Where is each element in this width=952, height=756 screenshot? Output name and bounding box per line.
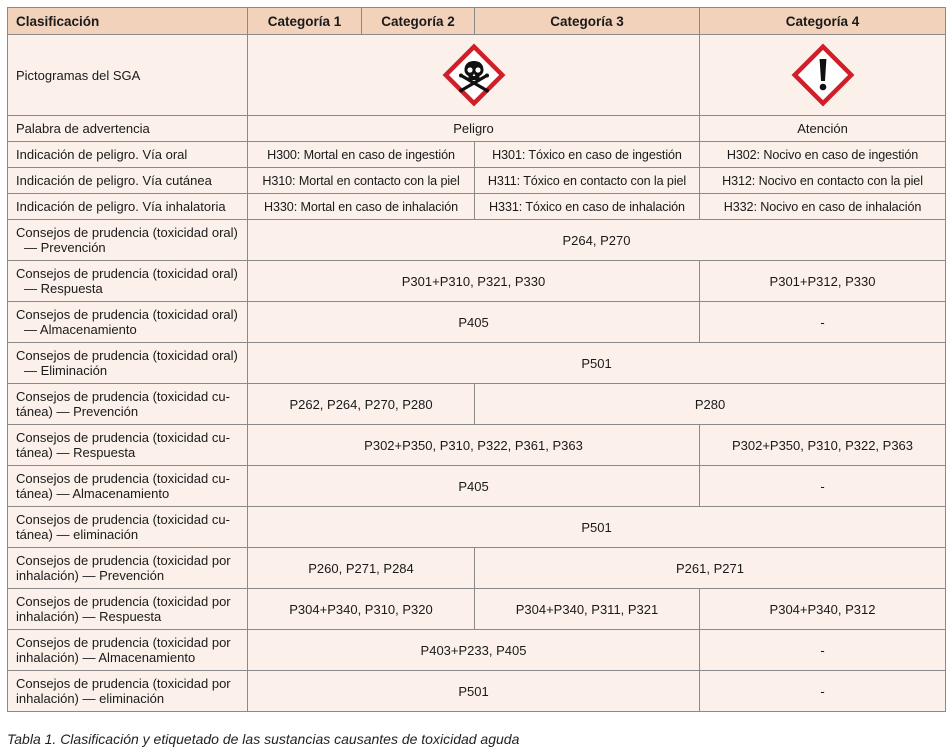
dermal-response-cat1-3: P302+P350, P310, P322, P361, P363 [248, 425, 700, 466]
oral-storage-cat4: - [700, 302, 946, 343]
row-label-line-2: inhalación) — Respuesta [16, 609, 162, 624]
row-label [8, 220, 248, 261]
row-label-line-1: Consejos de prudencia (toxicidad oral) [16, 225, 238, 240]
dermal-storage-cat4: - [700, 466, 946, 507]
pictograms-row [8, 35, 946, 116]
row-label [8, 507, 248, 548]
row-label-line-2: inhalación) — eliminación [16, 691, 165, 706]
row-label: Indicación de peligro. Vía cutánea [8, 168, 248, 194]
hazard-dermal-cat3: H311: Tóxico en contacto con la piel [475, 168, 700, 194]
row-label [8, 343, 248, 384]
dermal-prevention-cat3-4: P280 [475, 384, 946, 425]
inhalation-storage-row [8, 630, 946, 671]
row-label [8, 384, 248, 425]
hazard-oral-cat4: H302: Nocivo en caso de ingestión [700, 142, 946, 168]
dermal-response-cat4: P302+P350, P310, P322, P363 [700, 425, 946, 466]
exclamation-mark-icon [790, 42, 856, 108]
row-label-line-1: Consejos de prudencia (toxicidad oral) [16, 266, 238, 281]
inhalation-response-cat1-2: P304+P340, P310, P320 [248, 589, 475, 630]
inhalation-disposal-cat4: - [700, 671, 946, 712]
oral-disposal-row [8, 343, 946, 384]
row-label [8, 671, 248, 712]
row-label-line-2: tánea) — Almacenamiento [16, 486, 170, 501]
oral-response-cat4: P301+P312, P330 [700, 261, 946, 302]
dermal-prevention-cat1-2: P262, P264, P270, P280 [248, 384, 475, 425]
row-label-line-2: inhalación) — Prevención [16, 568, 165, 583]
hazard-oral-row [8, 142, 946, 168]
signal-word-cat1-3: Peligro [248, 116, 700, 142]
oral-disposal-all: P501 [248, 343, 946, 384]
table-caption: Tabla 1. Clasificación y etiquetado de las sustancias causantes de toxicidad aguda [7, 731, 520, 747]
inhalation-response-cat3: P304+P340, P311, P321 [475, 589, 700, 630]
skull-crossbones-icon [441, 42, 507, 108]
pictogram-cell-cat4 [700, 35, 946, 116]
header-row [8, 8, 946, 35]
inhalation-response-row [8, 589, 946, 630]
oral-storage-row [8, 302, 946, 343]
oral-prevention-row [8, 220, 946, 261]
oral-prevention-all: P264, P270 [248, 220, 946, 261]
row-label: Indicación de peligro. Vía inhalatoria [8, 194, 248, 220]
hazard-oral-cat3: H301: Tóxico en caso de ingestión [475, 142, 700, 168]
hazard-inhalation-row [8, 194, 946, 220]
inhalation-disposal-row [8, 671, 946, 712]
signal-word-row [8, 116, 946, 142]
row-label-line-1: Consejos de prudencia (toxicidad por [16, 635, 231, 650]
header-classification: Clasificación [8, 8, 248, 35]
oral-response-cat1-3: P301+P310, P321, P330 [248, 261, 700, 302]
row-label: Palabra de advertencia [8, 116, 248, 142]
row-label [8, 302, 248, 343]
dermal-storage-row [8, 466, 946, 507]
inhalation-prevention-cat1-2: P260, P271, P284 [248, 548, 475, 589]
row-label: Indicación de peligro. Vía oral [8, 142, 248, 168]
row-label-line-2: inhalación) — Almacenamiento [16, 650, 196, 665]
dermal-response-row [8, 425, 946, 466]
row-label [8, 425, 248, 466]
dermal-prevention-row [8, 384, 946, 425]
pictogram-cell-cat1-3 [248, 35, 700, 116]
oral-storage-cat1-3: P405 [248, 302, 700, 343]
row-label-line-2: — Almacenamiento [24, 322, 137, 337]
signal-word-cat4: Atención [700, 116, 946, 142]
inhalation-storage-cat1-3: P403+P233, P405 [248, 630, 700, 671]
row-label-line-1: Consejos de prudencia (toxicidad cu- [16, 430, 230, 445]
inhalation-storage-cat4: - [700, 630, 946, 671]
hazard-oral-cat1-2: H300: Mortal en caso de ingestión [248, 142, 475, 168]
row-label [8, 261, 248, 302]
inhalation-response-cat4: P304+P340, P312 [700, 589, 946, 630]
inhalation-disposal-cat1-3: P501 [248, 671, 700, 712]
hazard-dermal-cat4: H312: Nocivo en contacto con la piel [700, 168, 946, 194]
row-label-line-2: tánea) — Respuesta [16, 445, 136, 460]
row-label-line-2: — Prevención [24, 240, 106, 255]
row-label [8, 630, 248, 671]
row-label-line-2: — Respuesta [24, 281, 103, 296]
dermal-disposal-all: P501 [248, 507, 946, 548]
row-label-line-1: Consejos de prudencia (toxicidad por [16, 553, 231, 568]
hazard-inhalation-cat4: H332: Nocivo en caso de inhalación [700, 194, 946, 220]
oral-response-row [8, 261, 946, 302]
row-label [8, 466, 248, 507]
header-category-1: Categoría 1 [248, 8, 362, 35]
row-label [8, 589, 248, 630]
dermal-storage-cat1-3: P405 [248, 466, 700, 507]
classification-table [7, 7, 946, 712]
row-label-line-1: Consejos de prudencia (toxicidad por [16, 594, 231, 609]
inhalation-prevention-row [8, 548, 946, 589]
row-label [8, 548, 248, 589]
inhalation-prevention-cat3-4: P261, P271 [475, 548, 946, 589]
hazard-dermal-cat1-2: H310: Mortal en contacto con la piel [248, 168, 475, 194]
hazard-inhalation-cat3: H331: Tóxico en caso de inhalación [475, 194, 700, 220]
row-label-line-2: — Eliminación [24, 363, 108, 378]
header-category-3: Categoría 3 [475, 8, 700, 35]
row-label-line-1: Consejos de prudencia (toxicidad cu- [16, 512, 230, 527]
row-label-line-1: Consejos de prudencia (toxicidad cu- [16, 389, 230, 404]
row-label-line-1: Consejos de prudencia (toxicidad oral) [16, 307, 238, 322]
row-label-line-1: Consejos de prudencia (toxicidad por [16, 676, 231, 691]
row-label-line-2: tánea) — Prevención [16, 404, 139, 419]
row-label-line-1: Consejos de prudencia (toxicidad cu- [16, 471, 230, 486]
header-category-2: Categoría 2 [362, 8, 475, 35]
hazard-dermal-row [8, 168, 946, 194]
hazard-inhalation-cat1-2: H330: Mortal en caso de inhalación [248, 194, 475, 220]
row-label: Pictogramas del SGA [8, 35, 248, 116]
row-label-line-2: tánea) — eliminación [16, 527, 139, 542]
row-label-line-1: Consejos de prudencia (toxicidad oral) [16, 348, 238, 363]
dermal-disposal-row [8, 507, 946, 548]
header-category-4: Categoría 4 [700, 8, 946, 35]
